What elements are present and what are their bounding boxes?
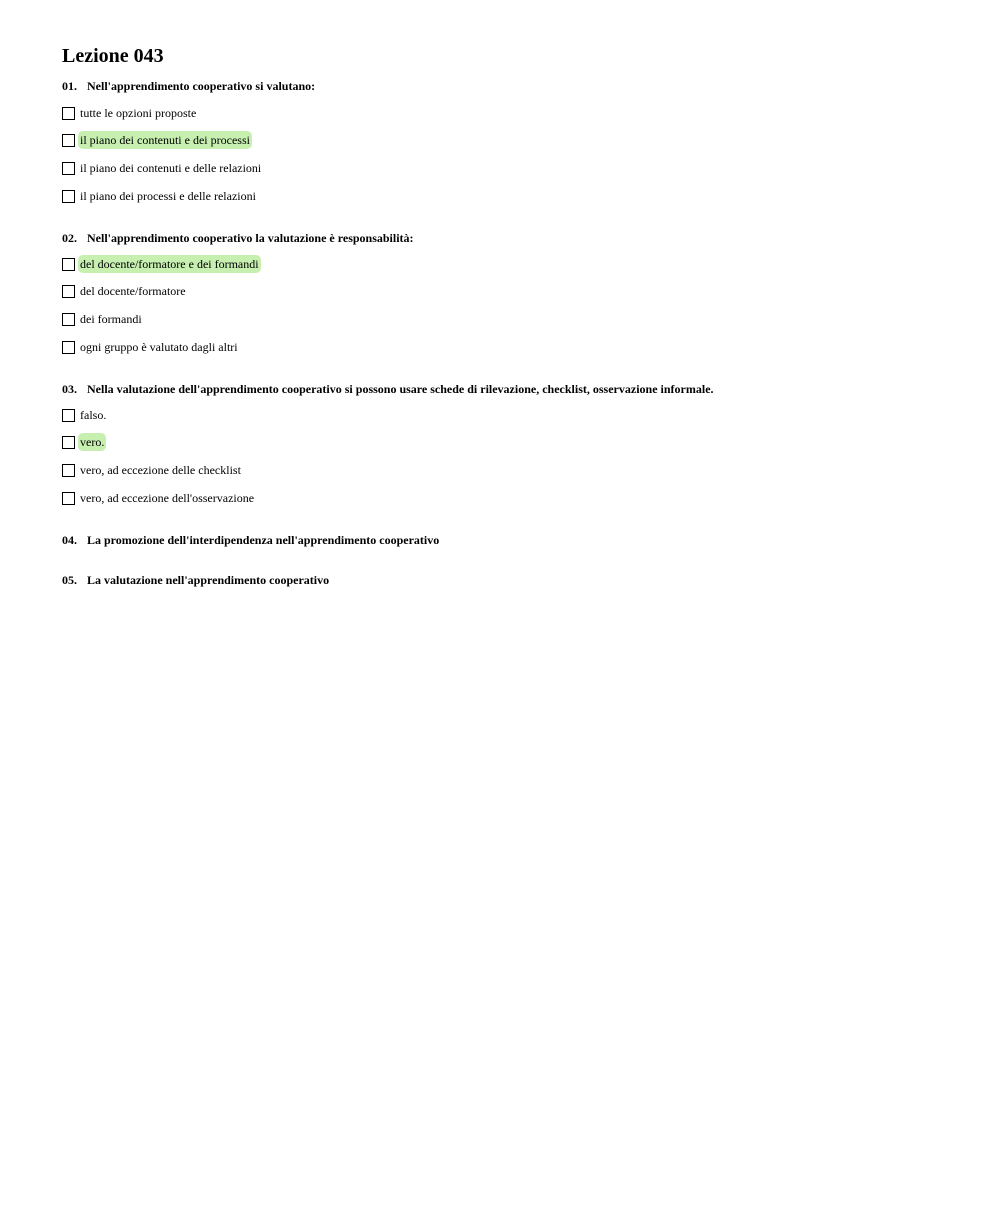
question-01 [62, 78, 962, 203]
answer-label: il piano dei contenuti e dei processi [80, 133, 250, 147]
answer-option[interactable] [62, 461, 243, 479]
lesson-title: Lezione 043 [62, 45, 164, 67]
checkbox[interactable] [62, 134, 75, 147]
checkbox[interactable] [62, 313, 75, 326]
question-heading [62, 230, 962, 246]
question-text: La promozione dell'interdipendenza nell'apprendimento cooperativo [87, 533, 440, 547]
answer-option[interactable] [62, 489, 256, 507]
question-03 [62, 381, 962, 505]
question-heading [62, 532, 962, 548]
answer-label: falso. [80, 408, 107, 422]
checkbox[interactable] [62, 409, 75, 422]
checkbox[interactable] [62, 190, 75, 203]
answer-label: del docente/formatore e dei formandi [80, 257, 259, 271]
question-02 [62, 230, 962, 354]
question-text: Nell'apprendimento cooperativo la valutazione è responsabilità: [87, 231, 414, 245]
checkbox[interactable] [62, 341, 75, 354]
answer-option[interactable] [62, 433, 106, 451]
answer-label: il piano dei contenuti e delle relazioni [80, 161, 262, 175]
question-text: Nella valutazione dell'apprendimento cooperativo si possono usare schede di rilevazione, checklist, osservazione informale. [87, 382, 714, 396]
answer-label: dei formandi [80, 312, 142, 326]
question-heading [62, 381, 962, 397]
answer-option[interactable] [62, 187, 258, 205]
question-text: Nell'apprendimento cooperativo si valutano: [87, 79, 316, 93]
answer-option[interactable] [62, 131, 252, 149]
answer-label: il piano dei processi e delle relazioni [80, 189, 256, 203]
question-heading [62, 572, 962, 588]
question-05 [62, 572, 962, 588]
answer-option[interactable] [62, 406, 108, 424]
checkbox[interactable] [62, 258, 75, 271]
question-number: 03. [62, 382, 77, 396]
answer-label: ogni gruppo è valutato dagli altri [80, 340, 238, 354]
question-number: 01. [62, 79, 77, 93]
checkbox[interactable] [62, 492, 75, 505]
checkbox[interactable] [62, 107, 75, 120]
checkbox[interactable] [62, 464, 75, 477]
question-number: 04. [62, 533, 77, 547]
question-heading [62, 78, 962, 94]
answer-option[interactable] [62, 104, 198, 122]
answer-label: vero, ad eccezione dell'osservazione [80, 491, 255, 505]
answer-label: tutte le opzioni proposte [80, 106, 197, 120]
answer-option[interactable] [62, 310, 144, 328]
checkbox[interactable] [62, 285, 75, 298]
answer-option[interactable] [62, 255, 261, 273]
checkbox[interactable] [62, 162, 75, 175]
checkbox[interactable] [62, 436, 75, 449]
question-number: 02. [62, 231, 77, 245]
answer-option[interactable] [62, 338, 240, 356]
question-04 [62, 532, 962, 548]
question-text: La valutazione nell'apprendimento cooperativo [87, 573, 330, 587]
answer-label: vero, ad eccezione delle checklist [80, 463, 241, 477]
answer-option[interactable] [62, 159, 263, 177]
question-number: 05. [62, 573, 77, 587]
answer-label: vero. [80, 435, 105, 449]
answer-option[interactable] [62, 282, 188, 300]
answer-label: del docente/formatore [80, 284, 186, 298]
